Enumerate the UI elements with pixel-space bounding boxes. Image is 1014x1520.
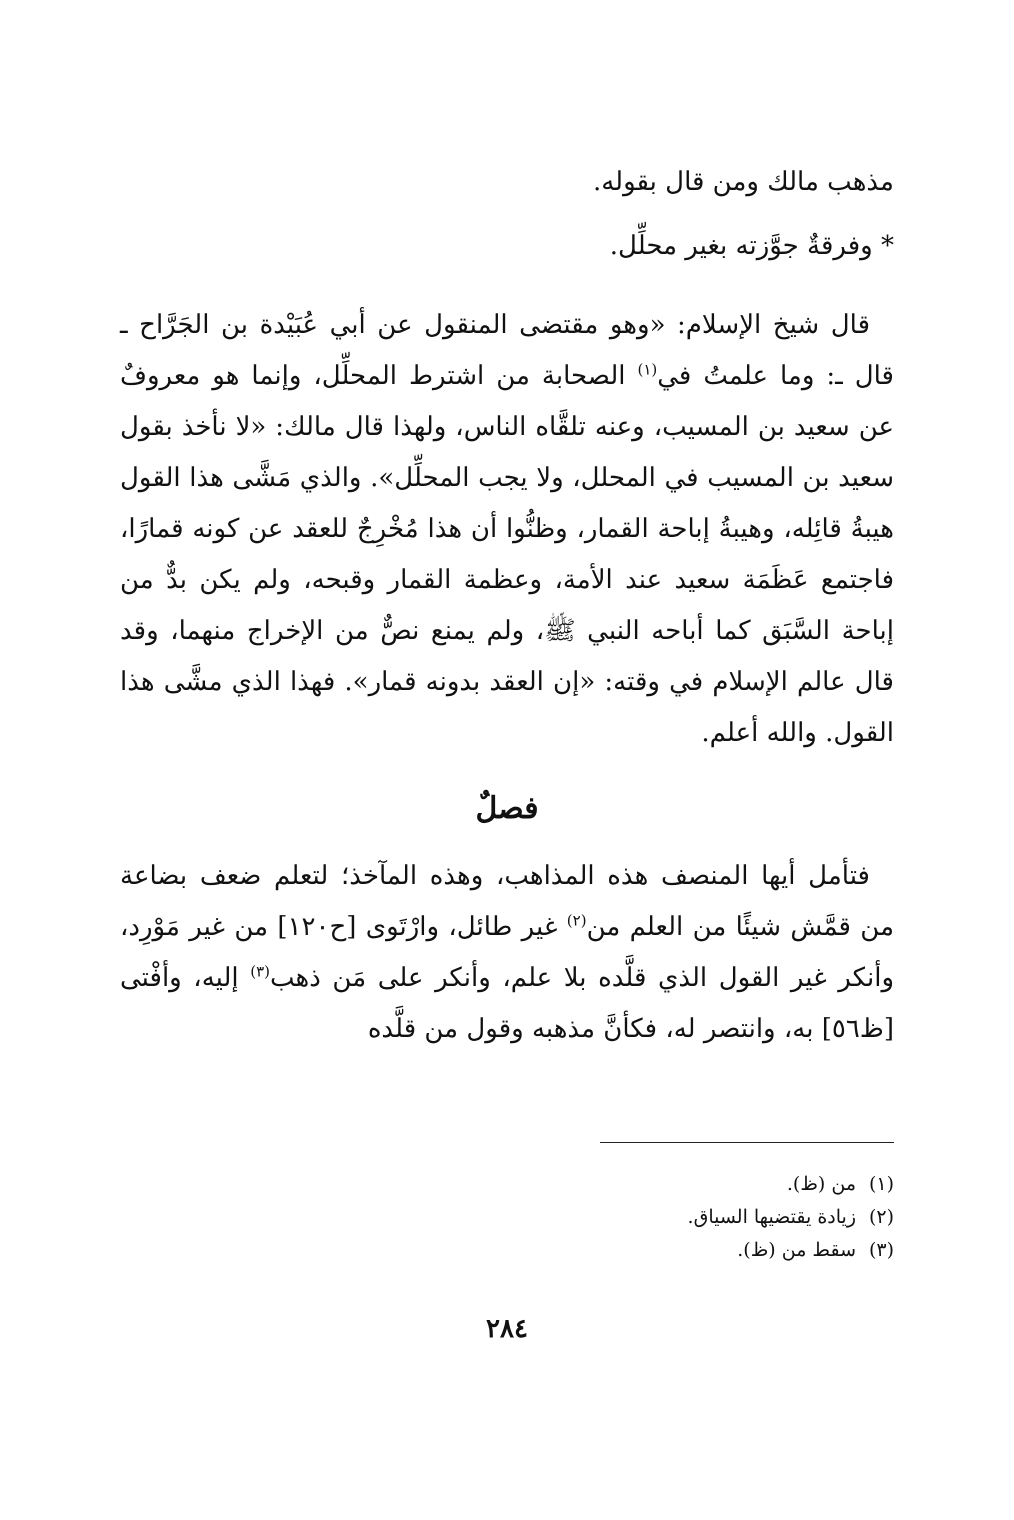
footnote-marker-3: (٣) bbox=[250, 962, 270, 981]
para1-text-b: الصحابة من اشترط المحلِّل، وإنما هو معروفٌ عن سعيد بن المسيب، وعنه تلقَّاه الناس، ولهذا قال مالك: «لا نأخذ بقول سعيد بن المسيب في المحلل، ولا يجب المحلِّل». والذي مَشَّى هذا القول هيبةُ قائِله، وهيبةُ إباحة القمار، وظنُّوا أن هذا مُخْرِجٌ للعقد عن كونه قمارًا، فاجتمع عَظَمَة سعيد عند الأمة، وعظمة القمار وقبحه، ولم يكن بدٌّ من إباحة السَّبَق كما أباحه النبي ﷺ، ولم يمنع نصٌّ من الإخراج منهما، وقد قال عالم الإسلام في وقته: «إن العقد بدونه قمار». فهذا الذي مشَّى هذا القول. والله أعلم. bbox=[120, 361, 894, 748]
bullet-line: * وفرقةٌ جوَّزته بغير محلِّل. bbox=[609, 231, 894, 261]
page-body bbox=[120, 150, 894, 1055]
footnote-marker-1: (١) bbox=[637, 360, 658, 379]
footnote-number: (١) bbox=[868, 1173, 894, 1195]
footnote-marker-2: (٢) bbox=[566, 911, 587, 930]
page-number: ٢٨٤ bbox=[486, 1314, 528, 1344]
paragraph-fasl bbox=[120, 851, 894, 1055]
para2-text-a: فتأمل أيها المنصف هذه المذاهب، وهذه المآخذ؛ لتعلم ضعف بضاعة من قمَّش شيئًا من العلم من bbox=[120, 861, 895, 942]
footnote-item bbox=[688, 1168, 894, 1201]
footnote-text: زيادة يقتضيها السياق. bbox=[687, 1206, 856, 1228]
footnote-text: سقط من (ظ). bbox=[737, 1239, 856, 1261]
continuation-line: مذهب مالك ومن قال بقوله. bbox=[592, 167, 894, 197]
footnote-item bbox=[688, 1234, 894, 1267]
para2-text-b: غير طائل، وارْتَوى [ح١٢٠] من غير مَوْرِد، وأنكر غير القول الذي قلَّده بلا علم، وأنكر على مَن ذهب bbox=[120, 912, 895, 993]
footnotes-list bbox=[688, 1168, 894, 1267]
paragraph-shaykh-al-islam bbox=[120, 300, 894, 759]
footnote-number: (٢) bbox=[868, 1206, 894, 1228]
footnote-item bbox=[688, 1201, 894, 1234]
footnote-divider bbox=[600, 1142, 894, 1143]
footnote-number: (٣) bbox=[868, 1239, 894, 1261]
section-heading: فصلٌ bbox=[475, 791, 539, 826]
footnote-text: من (ظ). bbox=[786, 1173, 856, 1195]
para2-text-c: إليه، وأفْتى [ظ٥٦] به، وانتصر له، فكأنَّ مذهبه وقول من قلَّده bbox=[120, 963, 894, 1044]
para1-text-a: قال شيخ الإسلام: «وهو مقتضى المنقول عن أبي عُبَيْدة بن الجَرَّاح ـ قال ـ: وما علمتُ في bbox=[120, 310, 894, 391]
